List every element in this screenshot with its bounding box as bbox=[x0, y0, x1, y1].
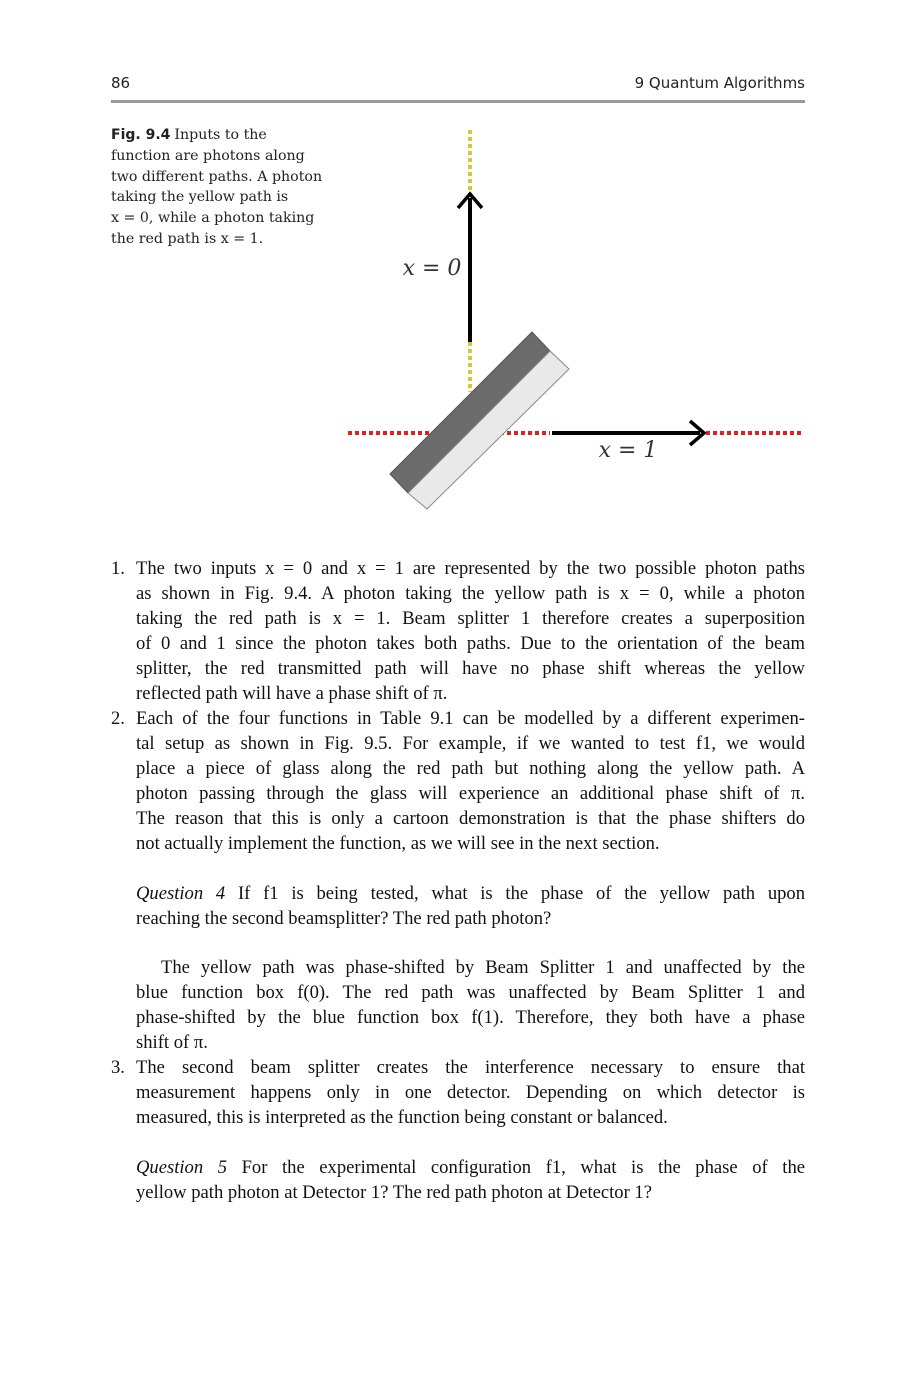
list-number: 1. bbox=[111, 558, 125, 579]
answer-4 bbox=[136, 955, 805, 1055]
text-line: splitter, the red transmitted path will have no phase shift whereas the yellow bbox=[136, 658, 805, 679]
text-line: reflected path will have a phase shift of π. bbox=[136, 683, 448, 704]
label-x-equals-0: x = 0 bbox=[402, 256, 462, 281]
text-line: not actually implement the function, as we will see in the next section. bbox=[136, 833, 660, 854]
text-line: tal setup as shown in Fig. 9.5. For example, if we wanted to test f1, we would bbox=[136, 733, 805, 754]
page-number: 86 bbox=[111, 74, 131, 92]
caption-line-1: Inputs to the bbox=[174, 127, 267, 143]
text-line: measurement happens only in one detector. Depending on which detector is bbox=[136, 1082, 805, 1103]
list-number: 2. bbox=[111, 708, 125, 729]
caption-line-5: x = 0, while a photon taking bbox=[111, 210, 315, 227]
text-line: taking the red path is x = 1. Beam splitter 1 therefore creates a superposition bbox=[136, 608, 805, 629]
text-line: reaching the second beamsplitter? The red path photon? bbox=[136, 908, 552, 929]
figure-caption bbox=[111, 125, 326, 250]
chapter-title: 9 Quantum Algorithms bbox=[634, 74, 805, 92]
caption-line-4: taking the yellow path is bbox=[111, 189, 289, 206]
text-line: shift of π. bbox=[136, 1032, 208, 1053]
question-label: Question 5 bbox=[136, 1157, 228, 1178]
caption-line-2: function are photons along bbox=[111, 147, 305, 164]
text-line: The second beam splitter creates the interference necessary to ensure that bbox=[136, 1057, 805, 1078]
list-number: 3. bbox=[111, 1057, 125, 1078]
text-line: The two inputs x = 0 and x = 1 are represented by the two possible photon paths bbox=[136, 558, 805, 579]
beam-splitter-light-face bbox=[408, 351, 569, 509]
header-rule bbox=[111, 100, 805, 103]
caption-line-6: the red path is x = 1. bbox=[111, 230, 264, 247]
text-line: The reason that this is only a cartoon demonstration is that the phase shifters do bbox=[136, 808, 805, 829]
question-label: Question 4 bbox=[136, 883, 226, 904]
text-line: place a piece of glass along the red path but nothing along the yellow path. A bbox=[136, 758, 805, 779]
caption-line-3: two different paths. A photon bbox=[111, 168, 323, 185]
running-header bbox=[111, 70, 805, 96]
text-line: The yellow path was phase-shifted by Beam Splitter 1 and unaffected by the bbox=[161, 957, 805, 978]
beam-splitter-figure bbox=[340, 120, 810, 520]
text-line: blue function box f(0). The red path was unaffected by Beam Splitter 1 and bbox=[136, 982, 805, 1003]
question-5 bbox=[136, 1155, 805, 1205]
text-line: measured, this is interpreted as the function being constant or balanced. bbox=[136, 1107, 668, 1128]
figure-label: Fig. 9.4 bbox=[111, 127, 171, 143]
text-line: photon passing through the glass will experience an additional phase shift of π. bbox=[136, 783, 805, 804]
text-line: as shown in Fig. 9.4. A photon taking the yellow path is x = 0, while a photon bbox=[136, 583, 805, 604]
text-line: For the experimental configuration f1, what is the phase of the bbox=[241, 1157, 805, 1178]
text-line: phase-shifted by the blue function box f(1). Therefore, they both have a phase bbox=[136, 1007, 805, 1028]
question-4 bbox=[136, 881, 805, 931]
text-line: yellow path photon at Detector 1? The red path photon at Detector 1? bbox=[136, 1182, 652, 1203]
text-line: of 0 and 1 since the photon takes both paths. Due to the orientation of the beam bbox=[136, 633, 805, 654]
label-x-equals-1: x = 1 bbox=[598, 438, 658, 463]
text-line: Each of the four functions in Table 9.1 can be modelled by a different experimen- bbox=[136, 708, 805, 729]
text-line: If f1 is being tested, what is the phase of the yellow path upon bbox=[237, 883, 806, 904]
